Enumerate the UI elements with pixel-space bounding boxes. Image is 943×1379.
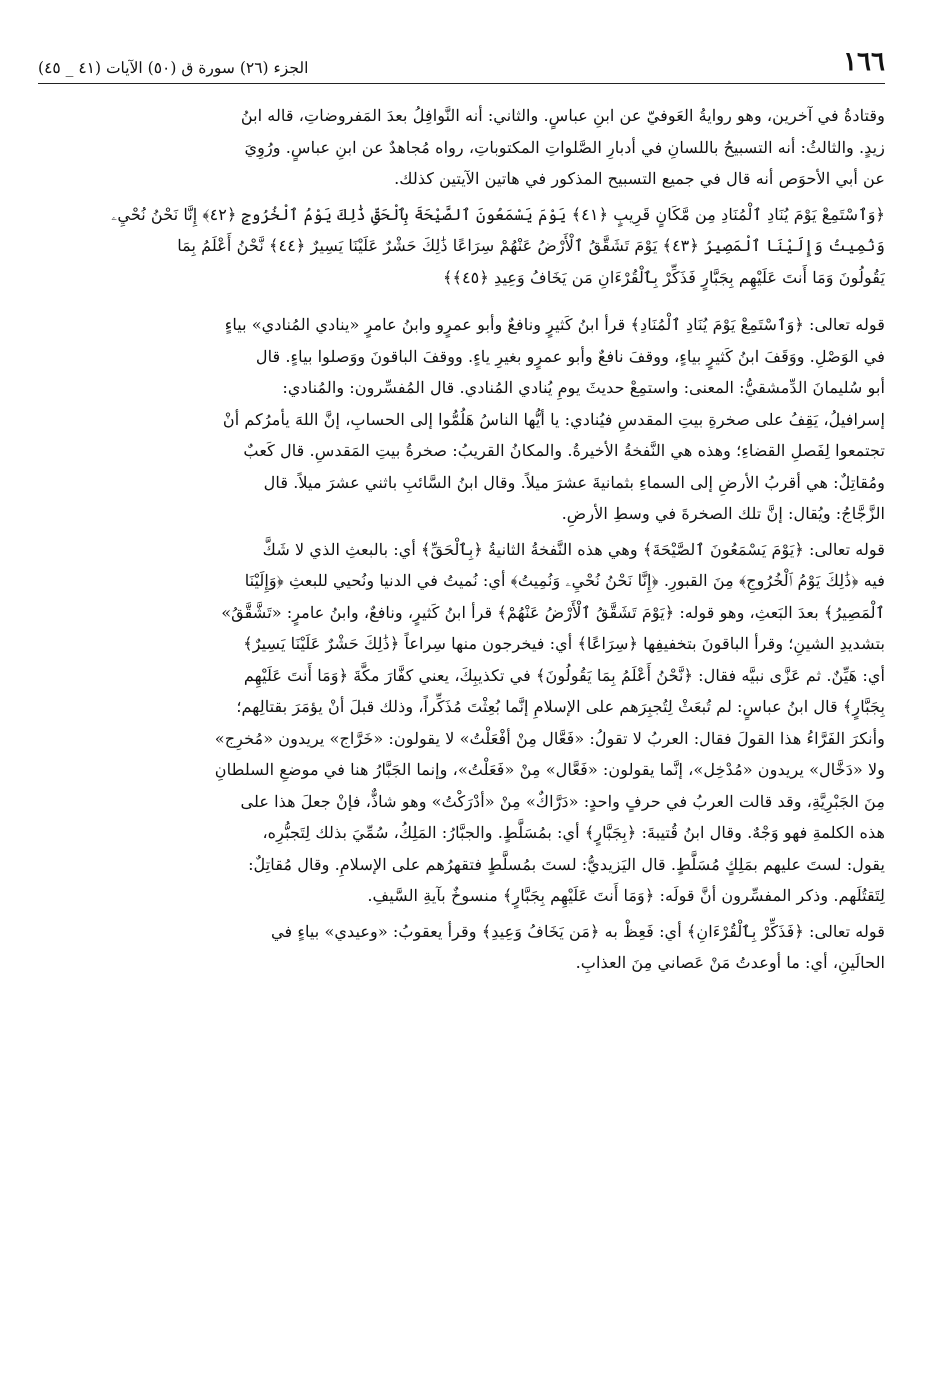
running-title: الجزء (٢٦) سورة ق (٥٠) الآيات (٤١ _ ٤٥) <box>38 59 309 77</box>
page-header <box>38 44 885 84</box>
commentary-paragraph <box>38 916 885 979</box>
commentary-paragraph <box>38 309 885 530</box>
text-line: بتشديدِ الشينِ؛ وقرأ الباقونَ بتخفيفِها ﴿سِرَاعًا﴾ أي: فيخرجون منها سِراعاً ﴿ذَٰلِكَ حَشْرٌ عَلَيْنَا يَسِيرٌ﴾ <box>243 634 885 653</box>
text-line: أبو سُليمانَ الدِّمشقيُّ: المعنى: واستمِعْ حديثَ يومِ يُنادي المُنادي. قال المُفسِّرون: والمُنادي: <box>282 378 885 397</box>
text-line: إسرافيلُ، يَقِفُ على صخرةِ بيتِ المقدسِ فيُنادي: يا أيُّها الناسُ هَلُمُّوا إلى الحسابِ، إنَّ اللهَ يأمرُكم أنْ <box>222 409 885 429</box>
text-line: فيه ﴿ذَٰلِكَ يَوْمُ ٱلْخُرُوجِ﴾ مِنَ القبورِ. ﴿إِنَّا نَحْنُ نُحْيِۦ وَنُمِيتُ﴾ أي: نُميتُ في الدنيا ونُحيي للبعثِ ﴿وَإِلَيْنَا <box>244 571 885 590</box>
text-line: لِتَقتُلَهم. وذكر المفسِّرون أنَّ قولَه: ﴿وَمَا أَنتَ عَلَيْهِم بِجَبَّارٍ﴾ منسوخٌ بآيةِ السَّيفِ. <box>367 886 885 905</box>
commentary-paragraph <box>38 100 885 195</box>
text-line: وقتادةُ في آخرين، وهو روايةُ العَوفيّ عن ابنِ عباسٍ. والثاني: أنه النَّوافِلُ بعدَ المَفروضاتِ، قاله ابنُ <box>240 106 885 125</box>
page-number: ١٦٦ <box>843 47 885 77</box>
text-line: يَقُولُونَ وَمَا أَنتَ عَلَيْهِم بِجَبَّارٍ فَذَكِّرْ بِٱلْقُرْءَانِ مَن يَخَافُ وَعِيدِ ﴿٤٥﴾﴾ <box>442 267 885 287</box>
text-line: قوله تعالى: ﴿يَوْمَ يَسْمَعُونَ ٱلصَّيْحَةَ﴾ وهي هذه النَّفخةُ الثانيةُ ﴿بِٱلْحَقِّ﴾ أي: بالبعثِ الذي لا شَكَّ <box>262 539 885 559</box>
text-line: مِنَ الجَبْرِيَّةِ، وقد قالت العربُ في حرفٍ واحدٍ: «دَرَّاكٌ» مِنْ «أدْرَكْتُ» وهو شاذٌّ، فإنْ جعلَ هذا على <box>240 791 885 811</box>
quran-verse-block <box>38 199 885 294</box>
text-line: ومُقاتِلٌ: هي أقربُ الأرضِ إلى السماءِ بثمانيةَ عشرَ ميلاً. وقال ابنُ السَّائبِ باثني عشرَ ميلاً. قال <box>263 472 885 492</box>
text-line: ٱلْمَصِيرُ﴾ بعدَ البَعثِ، وهو قوله: ﴿يَوْمَ تَشَقَّقُ ٱلْأَرْضُ عَنْهُمْ﴾ قرأ ابنُ كَثيرٍ، ونافعٌ، وابنُ عامرٍ: «تَشَّقَّقُ» <box>221 602 885 622</box>
text-line: بِجَبَّارٍ﴾ قال ابنُ عباسٍ: لم تُبعَثْ لِتُجبِرَهم على الإسلامِ إنَّما بُعِثْتَ مُذَكِّراً، وذلك قبلَ أنْ يؤمَرَ بقتالِهم؛ <box>236 697 885 716</box>
text-line: قوله تعالى: ﴿وَٱسْتَمِعْ يَوْمَ يُنَادِ ٱلْمُنَادِ﴾ قرأ ابنُ كَثيرٍ ونافعٌ وأبو عمرٍو وابنُ عامرٍ «ينادي المُنادي» بياءٍ <box>224 315 885 334</box>
text-line: وَنُمِيتُ وَإِلَيْنَا ٱلْمَصِيرُ ﴿٤٣﴾ يَوْمَ تَشَقَّقُ ٱلْأَرْضُ عَنْهُمْ سِرَاعًا ذَٰلِكَ حَشْرٌ عَلَيْنَا يَسِيرٌ ﴿٤٤﴾ نَّحْنُ أَعْلَمُ بِمَا <box>177 236 885 255</box>
text-line: زيدٍ. والثالثُ: أنه التسبيحُ باللسانِ في أدبارِ الصَّلواتِ المكتوباتِ، رواه مُجاهدٌ عن ابنِ عباسٍ. ورُوِيَ <box>244 137 885 157</box>
page-body <box>38 100 885 979</box>
text-line: تجتمعوا لِفَصلِ القضاءِ؛ وهذه هي النَّفخةُ الأخيرةُ. والمكانُ القريبُ: صخرةُ بيتِ المَقدسِ. قال كَعبٌ <box>243 441 885 460</box>
text-line: الزَّجَّاجُ: ويُقال: إنَّ تلك الصخرةَ في وسطِ الأرضِ. <box>561 504 885 523</box>
text-line: أي: هَيِّنٌ. ثم عَزَّى نبيَّه فقال: ﴿نَّحْنُ أَعْلَمُ بِمَا يَقُولُونَ﴾ في تكذيبِكَ، يعني كفَّارَ مكَّةَ ﴿وَمَا أَنتَ عَلَيْهِم <box>243 665 885 685</box>
text-line: يقول: لستَ عليهم بمَلِكٍ مُسَلَّطٍ. قال اليَزيديُّ: لستَ بمُسلَّطٍ فتقهرُهم على الإسلامِ. وقال مُقاتِلٌ: <box>248 854 885 874</box>
text-line: الحالَينِ، أي: ما أوعدتُ مَنْ عَصاني مِنَ العذابِ. <box>575 953 885 972</box>
text-line: وأنكرَ الفَرَّاءُ هذا القولَ فقال: العربُ لا تقولُ: «فَعَّال مِنْ أفْعَلْتُ» لا يقولون: «خَرَّاج» يريدون «مُخرِج» <box>214 728 885 748</box>
text-line: عن أبي الأحوَص أنه قال في جميع التسبيح المذكور في هاتين الآيتين كذلك. <box>394 169 885 188</box>
text-line: هذه الكلمةِ فهو وَجْهٌ. وقال ابنُ قُتيبةَ: ﴿بِجَبَّارٍ﴾ أي: بمُسَلَّطٍ. والجبَّارُ: المَلِكُ، سُمِّيَ بذلك لِتَجبُّرِه، <box>262 823 885 842</box>
text-line: في الوَصْلِ. ووَقَفَ ابنُ كَثيرٍ بياءٍ، ووقفَ نافعٌ وأبو عمرٍو بغيرِ ياءٍ. ووقفَ الباقونَ ووَصلوا بياءٍ. قال <box>255 346 885 366</box>
text-line: ﴿وَٱسْتَمِعْ يَوْمَ يُنَادِ ٱلْمُنَادِ مِن مَّكَانٍ قَرِيبٍ ﴿٤١﴾ يَوْمَ يَسْمَعُونَ ٱلصَّيْحَةَ بِٱلْحَقِّ ذَٰلِكَ يَوْمُ ٱلْخُرُوجِ ﴿٤٢﴾ إِنَّا نَحْنُ نُحْيِۦ <box>111 204 885 224</box>
text-line: قوله تعالى: ﴿فَذَكِّرْ بِٱلْقُرْءَانِ﴾ أي: فَعِظْ به ﴿مَن يَخَافُ وَعِيدِ﴾ وقرأ يعقوبُ: «وعيدي» بياءٍ في <box>270 921 885 941</box>
commentary-paragraph <box>38 534 885 912</box>
text-line: ولا «دَخَّال» يريدون «مُدْخِل»، إنَّما يقولون: «فَعَّال» مِنْ «فَعَلْتُ»، وإنما الجَبَّارُ هنا في موضعِ السلطانِ <box>214 760 885 779</box>
